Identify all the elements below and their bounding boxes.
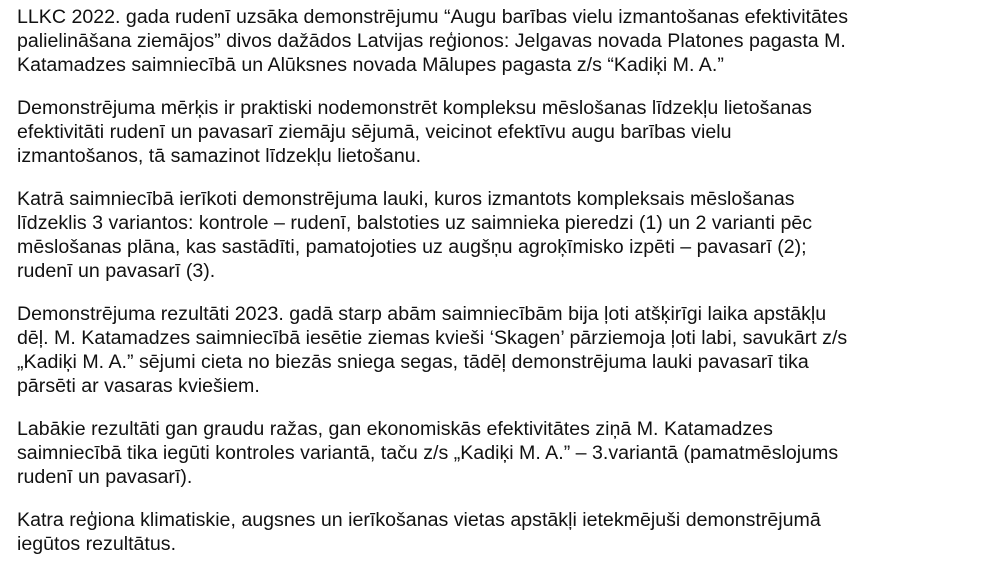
text-line: Katamadzes saimniecībā un Alūksnes novada Mālupes pagasta z/s “Kadiķi M. A.” bbox=[17, 54, 724, 76]
text-line: dēļ. M. Katamadzes saimniecībā iesētie ziemas kvieši ‘Skagen’ pārziemoja ļoti labi, savukārt z/s bbox=[17, 327, 848, 349]
paragraph-goal bbox=[17, 96, 992, 168]
text-line: Katra reģiona klimatiskie, augsnes un ierīkošanas vietas apstākļi ietekmējuši demonstrējumā bbox=[17, 509, 821, 531]
text-line: rudenī un pavasarī). bbox=[17, 466, 193, 488]
paragraph-method bbox=[17, 187, 992, 283]
text-line: iegūtos rezultātus. bbox=[17, 533, 177, 555]
paragraph-conclusion bbox=[17, 508, 992, 556]
text-line: LLKC 2022. gada rudenī uzsāka demonstrējumu “Augu barības vielu izmantošanas efektivitātes bbox=[17, 6, 849, 28]
paragraph-best-results bbox=[17, 417, 992, 489]
text-line: „Kadiķi M. A.” sējumi cieta no biezās sniega segas, tādēļ demonstrējuma lauki pavasarī tika bbox=[17, 351, 809, 373]
text-line: pārsēti ar vasaras kviešiem. bbox=[17, 375, 260, 397]
text-line: Labākie rezultāti gan graudu ražas, gan ekonomiskās efektivitātes ziņā M. Katamadzes bbox=[17, 418, 773, 440]
text-line: palielināšana ziemājos” divos dažādos Latvijas reģionos: Jelgavas novada Platones pagasta M. bbox=[17, 30, 846, 52]
paragraph-results-2023 bbox=[17, 302, 992, 398]
text-line: Demonstrējuma mērķis ir praktiski nodemonstrēt kompleksu mēslošanas līdzekļu lietošanas bbox=[17, 97, 812, 119]
text-line: Katrā saimniecībā ierīkoti demonstrējuma lauki, kuros izmantots kompleksais mēslošanas bbox=[17, 188, 795, 210]
paragraph-intro bbox=[17, 5, 992, 77]
text-line: efektivitāti rudenī un pavasarī ziemāju sējumā, veicinot efektīvu augu barības vielu bbox=[17, 121, 732, 143]
text-line: izmantošanos, tā samazinot līdzekļu lietošanu. bbox=[17, 145, 422, 167]
document-body bbox=[17, 5, 992, 575]
text-line: līdzeklis 3 variantos: kontrole – rudenī, balstoties uz saimnieka pieredzi (1) un 2 varianti pēc bbox=[17, 212, 813, 234]
text-line: Demonstrējuma rezultāti 2023. gadā starp abām saimniecībām bija ļoti atšķirīgi laika apstākļu bbox=[17, 303, 827, 325]
text-line: saimniecībā tika iegūti kontroles variantā, taču z/s „Kadiķi M. A.” – 3.variantā (pamatmēslojums bbox=[17, 442, 839, 464]
text-line: rudenī un pavasarī (3). bbox=[17, 260, 216, 282]
text-line: mēslošanas plāna, kas sastādīti, pamatojoties uz augšņu agroķīmisko izpēti – pavasarī (2); bbox=[17, 236, 807, 258]
